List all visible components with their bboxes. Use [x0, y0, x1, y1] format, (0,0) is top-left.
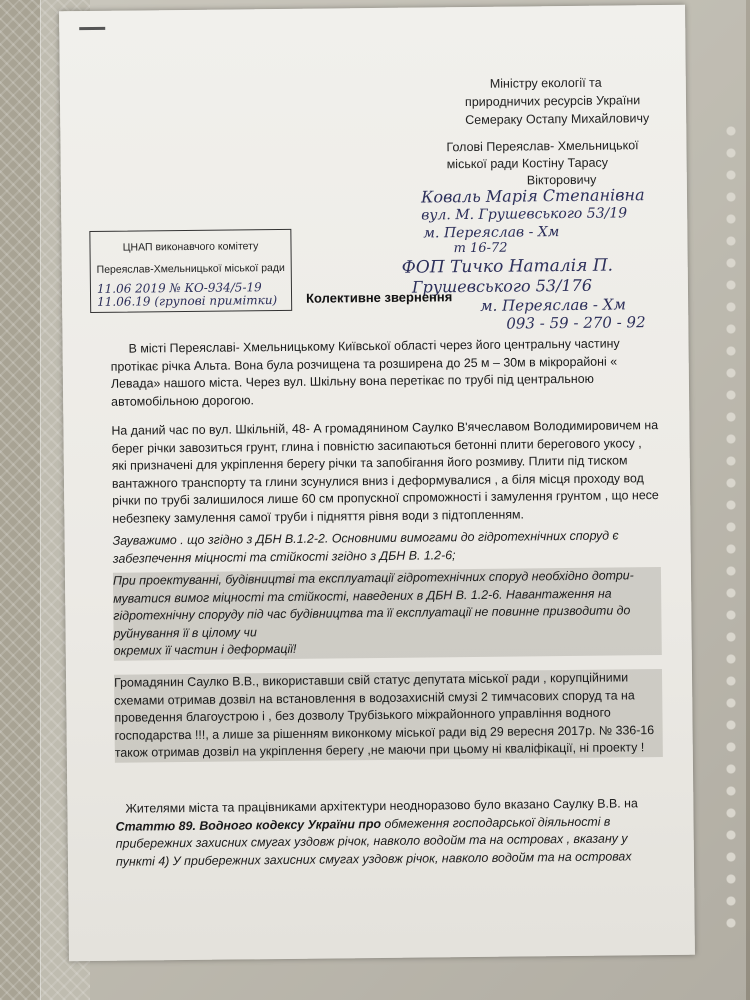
document-page — [59, 5, 695, 962]
paragraph-text: обмеження господарської діяльності в прибережних захисних смугах уздовж річок, навколо водойм та на островах , вказану у пункті 4) У прибережних захисних смугах уздовж річок, навколо водойм та на островах — [115, 814, 632, 869]
handwritten-sender2-city: м. Переяслав - Хм — [480, 295, 626, 315]
paragraph-text: При проектуванні, будівництві та експлуатації гідротехнічних споруд необхідно дотри-муватися вимог міцності та стійкості, наведених в ДБН В. 1.2-6. Навантаження на гідротехнічну споруду під час будівництва та її експлуатації не повинне призводити до руйнування її в цілому чи — [112, 568, 634, 641]
addressee-minister — [430, 73, 681, 130]
stamp-line1: ЦНАП виконавчого комітету — [122, 240, 259, 254]
paragraph-6 — [115, 795, 664, 871]
addressee-line: міської ради Костіну Тарасу — [446, 155, 609, 172]
paragraph-text: Зауважимо . що згідно з ДБН В.1.2-2. Основними вимогами до гідротехнічних споруд є забезпечення міцності та стійкості згідно з ДБН В. 1.2-6; — [112, 528, 619, 566]
paragraph-text: окремих її частин і деформації! — [113, 641, 297, 658]
addressee-line: Голові Переяслав- Хмельницької — [446, 138, 639, 155]
corner-pen-mark — [79, 27, 105, 30]
handwritten-sender2-phone: 093 - 59 - 270 - 92 — [506, 313, 646, 333]
document-title: Колективне звернення — [305, 289, 453, 306]
paragraph-3 — [113, 527, 661, 568]
handwritten-sender2-address: Грушевського 53/176 — [411, 275, 593, 297]
handwritten-sender1-city: м. Переяслав - Хм — [423, 224, 560, 242]
paragraph-text: В місті Переяславі- Хмельницькому Київської області через його центральну частину протікає річка Альта. Вона була розчищена та розширена до 25 м – 30м в мікрорайоні « Левада» нашого міста. Через вул. Шкільну вона перетікає по трубі під центральною автомобільною дорогою. — [110, 336, 620, 409]
sleeve-punch-holes — [724, 120, 738, 940]
addressee-line: Семераку Остапу Михайловичу — [465, 111, 650, 128]
paragraph-5 — [114, 669, 663, 762]
handwritten-sender1-name: Коваль Марія Степанівна — [420, 185, 645, 207]
addressee-line: Міністру екології та — [489, 75, 602, 91]
addressee-line: природничих ресурсів України — [464, 93, 641, 110]
handwritten-sender2-name: ФОП Тичко Наталія П. — [401, 255, 614, 278]
paragraph-1 — [110, 335, 659, 411]
addressee-mayor — [446, 137, 687, 191]
paragraph-text: На даний час по вул. Шкільній, 48- А громадянином Саулко В'ячеславом Володимировичем на берег річки завозиться грунт, глина і повністю засипаються бетонні плити берегового укосу , які призначені для укріплення берегу річки та запобігання його розмиву. Плити під тиском вантажного транспорту та глини зсунулися вниз і деформувалися , а біля місця проходу вод річки по трубі залишилося лише 60 см пропускної спроможності і замулення грунтом , що несе небезпеку замулення самої труби і підняття рівня води з підтопленням. — [111, 418, 659, 526]
handwritten-sender1-address: вул. М. Грушевського 53/19 — [421, 205, 628, 224]
stamp-handwritten-note: 11.06.19 (групові примітки) — [97, 293, 278, 309]
paragraph-text: Жителями міста та працівниками архітектури неодноразово було вказано Саулку В.В. на — [125, 796, 638, 816]
stamp-line2: Переяслав-Хмельницької міської ради — [96, 261, 285, 276]
handwritten-sender1-phone: т 16-72 — [453, 240, 508, 257]
paragraph-4-quote — [113, 567, 662, 660]
addressee-line: Вікторовичу — [526, 172, 597, 188]
stamp-handwritten-number: 11.06 2019 № КО-934/5-19 — [96, 280, 262, 296]
paragraph-text: Громадянин Саулко В.В., використавши свій статус депутата міської ради , корупційними схемами отримав дозвіл на встановлення в водозахисній смузі 2 тимчасових споруд та на проведення благоустрою і , без дозволу Трубізького міжрайонного управління водного господарства !!!, а лише за рішенням виконкому міської ради від 29 вересня 2017р. № 336-16 також отримав дозвіл на укріплення берегу ,не маючи при цьому ні кваліфікації, ні проекту ! — [114, 669, 663, 762]
registration-stamp — [89, 229, 292, 313]
paragraph-2 — [111, 417, 660, 528]
paragraph-text-bold: Статтю 89. Водного кодексу України про — [115, 816, 382, 834]
